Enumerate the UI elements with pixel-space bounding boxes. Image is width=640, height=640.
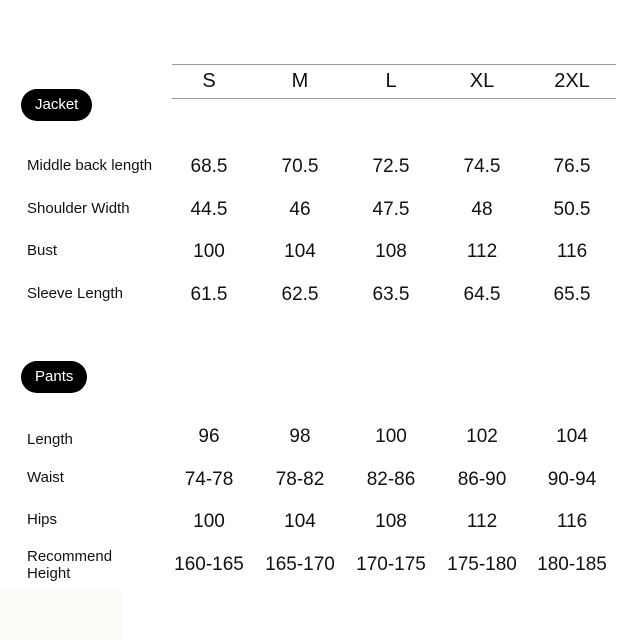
row-label: Recommend Height: [27, 548, 113, 582]
table-cell: 116: [556, 241, 588, 262]
table-cell: 48: [471, 199, 493, 220]
table-cell: 165-170: [265, 554, 335, 575]
table-cell: 116: [556, 511, 588, 532]
table-cell: 46: [289, 199, 311, 220]
row-label: Sleeve Length: [27, 285, 123, 302]
table-cell: 47.5: [372, 199, 410, 220]
table-cell: 86-90: [457, 469, 507, 490]
size-header-s: S: [202, 70, 216, 92]
row-label: Hips: [27, 511, 58, 528]
row-label: Bust: [27, 242, 58, 259]
size-header-xl: XL: [469, 70, 495, 92]
table-cell: 44.5: [190, 199, 228, 220]
table-cell: 70.5: [281, 156, 319, 177]
table-cell: 61.5: [190, 284, 228, 305]
pants-section-badge: Pants: [21, 361, 87, 393]
table-cell: 76.5: [553, 156, 591, 177]
row-label: Middle back length: [27, 157, 153, 174]
row-label: Waist: [27, 469, 64, 486]
table-cell: 64.5: [463, 284, 501, 305]
table-cell: 98: [289, 426, 311, 447]
row-label: Length: [27, 431, 73, 448]
header-rule-bottom: [172, 98, 616, 99]
table-cell: 90-94: [547, 469, 597, 490]
table-cell: 74-78: [184, 469, 234, 490]
table-cell: 175-180: [447, 554, 517, 575]
table-cell: 50.5: [553, 199, 591, 220]
table-cell: 65.5: [553, 284, 591, 305]
table-cell: 63.5: [372, 284, 410, 305]
table-cell: 100: [375, 426, 407, 447]
table-cell: 68.5: [190, 156, 228, 177]
table-cell: 112: [466, 241, 498, 262]
row-label: Shoulder Width: [27, 200, 130, 217]
table-cell: 104: [284, 241, 316, 262]
table-cell: 108: [375, 511, 407, 532]
table-cell: 108: [375, 241, 407, 262]
size-header-l: L: [385, 70, 397, 92]
table-cell: 112: [466, 511, 498, 532]
size-header-2xl: 2XL: [554, 70, 590, 92]
table-cell: 180-185: [537, 554, 607, 575]
table-cell: 72.5: [372, 156, 410, 177]
table-cell: 104: [556, 426, 588, 447]
table-cell: 96: [198, 426, 220, 447]
table-cell: 100: [193, 241, 225, 262]
table-cell: 78-82: [275, 469, 325, 490]
table-cell: 102: [466, 426, 498, 447]
table-cell: 104: [284, 511, 316, 532]
size-header-m: M: [291, 70, 309, 92]
table-cell: 62.5: [281, 284, 319, 305]
jacket-section-badge: Jacket: [21, 89, 92, 121]
table-cell: 82-86: [366, 469, 416, 490]
table-cell: 170-175: [356, 554, 426, 575]
table-cell: 160-165: [174, 554, 244, 575]
table-cell: 74.5: [463, 156, 501, 177]
header-rule-top: [172, 64, 616, 65]
corner-tint: [0, 590, 122, 640]
table-cell: 100: [193, 511, 225, 532]
